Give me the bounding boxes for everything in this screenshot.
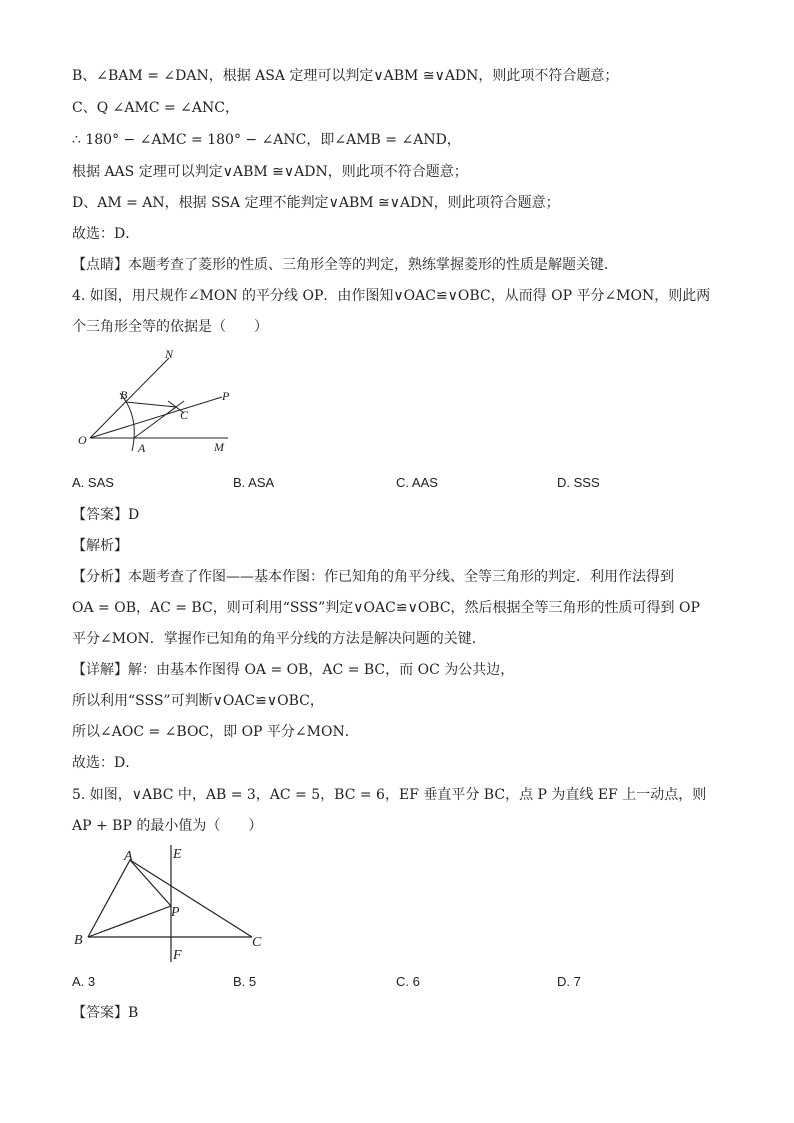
side-ab (88, 860, 130, 937)
segment-ap (130, 860, 171, 906)
analysis-text: 【分析】本题考查了作图——基本作图：作已知角的角平分线、全等三角形的判定．利用作法得到 (72, 569, 674, 585)
label-c: C (252, 935, 262, 950)
text-line: 故选：D． (72, 226, 140, 242)
label-p: P (171, 905, 180, 920)
text-line: 【点睛】本题考查了菱形的性质、三角形全等的判定，熟练掌握菱形的性质是解题关键． (72, 257, 618, 273)
label-c: C (180, 408, 189, 422)
option-a[interactable]: A. SAS (72, 475, 114, 490)
segment-bp (88, 906, 171, 937)
detail-text: 所以∠AOC = ∠BOC，即 OP 平分∠MON． (72, 724, 359, 740)
analysis-heading: 【解析】 (72, 538, 128, 554)
figure-triangle-abc (72, 840, 272, 965)
answer-label: 【答案】D (72, 507, 140, 523)
label-a: A (124, 849, 133, 864)
option-c[interactable]: C. 6 (396, 974, 420, 989)
text-line: D、AM = AN，根据 SSA 定理不能判定∨ABM ≅∨ADN，则此项符合题意； (72, 195, 560, 211)
option-d[interactable]: D. 7 (557, 974, 581, 989)
question-5-stem-cont: AP + BP 的最小值为（ ） (72, 818, 263, 834)
answer-label: 【答案】B (72, 1005, 139, 1021)
label-o: O (78, 433, 87, 447)
option-b[interactable]: B. 5 (233, 974, 257, 989)
label-e: E (173, 847, 182, 862)
analysis-text: 平分∠MON．掌握作已知角的角平分线的方法是解决问题的关键． (72, 631, 486, 647)
label-n: N (165, 347, 174, 361)
figure-angle-bisector (72, 345, 242, 460)
option-a[interactable]: A. 3 (72, 974, 96, 989)
text-line: C、Q ∠AMC = ∠ANC， (72, 100, 239, 116)
text-line: 根据 AAS 定理可以判定∨ABM ≅∨ADN，则此项不符合题意； (72, 164, 468, 180)
question-4-stem: 4. 如图，用尺规作∠MON 的平分线 OP．由作图知∨OAC≌∨OBC，从而得 OP 平分∠MON，则此两 (72, 288, 711, 304)
label-m: M (214, 440, 224, 454)
analysis-text: OA = OB，AC = BC，则可利用“SSS”判定∨OAC≌∨OBC，然后根据全等三角形的性质可得到 OP (72, 600, 700, 616)
text-line: B、∠BAM = ∠DAN，根据 ASA 定理可以判定∨ABM ≅∨ADN，则此项不符合题意； (72, 68, 619, 84)
label-b: B (120, 388, 128, 402)
option-b[interactable]: B. ASA (233, 475, 275, 490)
option-d[interactable]: D. SSS (557, 475, 600, 490)
label-f: F (173, 948, 182, 963)
side-ac (130, 860, 252, 937)
detail-text: 【详解】解：由基本作图得 OA = OB，AC = BC，而 OC 为公共边， (72, 662, 515, 678)
label-a: A (138, 441, 146, 455)
option-c[interactable]: C. AAS (396, 475, 438, 490)
question-4-stem-cont: 个三角形全等的依据是（ ） (72, 319, 268, 335)
detail-text: 所以利用“SSS”可判断∨OAC≌∨OBC， (72, 693, 324, 709)
question-5-stem: 5. 如图，∨ABC 中，AB = 3，AC = 5，BC = 6，EF 垂直平分 BC，点 P 为直线 EF 上一动点，则 (72, 787, 707, 803)
text-line: ∴ 180° − ∠AMC = 180° − ∠ANC，即∠AMB = ∠AND， (72, 132, 461, 148)
label-b: B (74, 933, 83, 948)
detail-text: 故选：D． (72, 755, 140, 771)
label-p: P (222, 389, 230, 403)
segment-bc (126, 402, 176, 407)
